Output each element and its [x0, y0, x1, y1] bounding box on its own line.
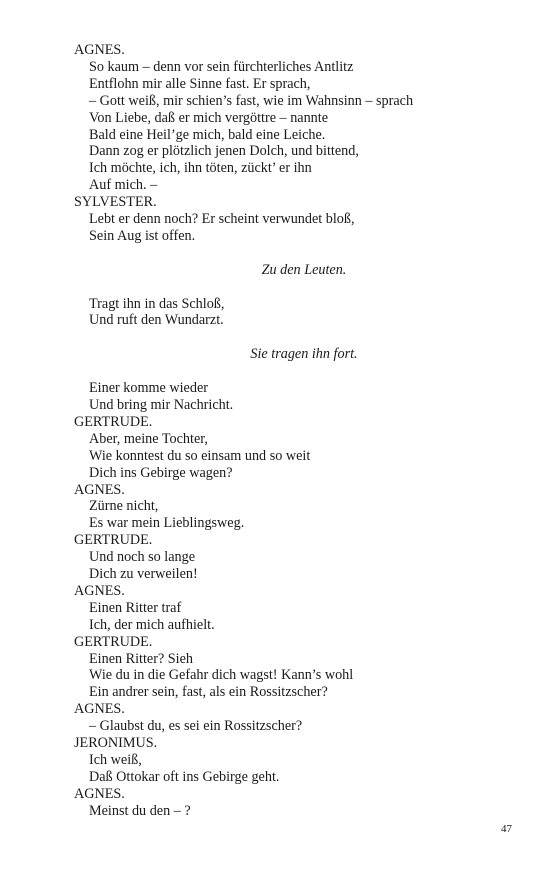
verse-line: Und ruft den Wundarzt. — [89, 312, 224, 329]
speaker-name: GERTRUDE. — [74, 532, 153, 549]
speaker-name: AGNES. — [74, 785, 125, 802]
verse-line: – Glaubst du, es sei ein Rossitzscher? — [89, 718, 303, 735]
verse-line: Einen Ritter traf — [89, 599, 182, 616]
verse-line: Dich ins Gebirge wagen? — [89, 464, 233, 481]
verse-line: So kaum – denn vor sein fürchterliches Antlitz — [89, 58, 354, 75]
verse-line: Daß Ottokar oft ins Gebirge geht. — [89, 768, 280, 785]
stage-direction: Sie tragen ihn fort. — [250, 346, 358, 363]
spacer — [74, 279, 474, 296]
verse-line: – Gott weiß, mir schien’s fast, wie im Wahnsinn – sprach — [89, 92, 414, 109]
verse-line: Ich weiß, — [89, 752, 142, 768]
verse-line: Bald eine Heil’ge mich, bald eine Leiche. — [89, 126, 326, 143]
spacer — [74, 363, 474, 380]
speaker-name: AGNES. — [74, 701, 125, 718]
speaker-name: JERONIMUS. — [74, 735, 158, 752]
verse-line: Es war mein Lieblingsweg. — [89, 515, 245, 532]
verse-line: Zürne nicht, — [89, 498, 159, 515]
verse-line: Wie konntest du so einsam und so weit — [89, 447, 311, 464]
verse-line: Und bring mir Nachricht. — [89, 396, 234, 413]
verse-line: Einen Ritter? Sieh — [89, 650, 194, 667]
spacer — [74, 329, 474, 346]
verse-line: Dich zu verweilen! — [89, 566, 198, 583]
verse-line: Ich möchte, ich, ihn töten, zückt’ er ihn — [89, 160, 312, 177]
verse-line: Von Liebe, daß er mich vergöttre – nannte — [89, 109, 329, 126]
verse-line: Dann zog er plötzlich jenen Dolch, und bittend, — [89, 143, 359, 160]
speaker-name: AGNES. — [74, 582, 125, 599]
verse-line: Ein andrer sein, fast, als ein Rossitzscher? — [89, 684, 328, 701]
verse-line: Einer komme wieder — [89, 380, 208, 397]
verse-line: Lebt er denn noch? Er scheint verwundet bloß, — [89, 211, 355, 228]
verse-line: Entflohn mir alle Sinne fast. Er sprach, — [89, 75, 311, 92]
speaker-name: SYLVESTER. — [74, 194, 157, 211]
spacer — [74, 245, 474, 262]
page-text — [74, 42, 474, 820]
verse-line: Meinst du den – ? — [89, 802, 191, 819]
verse-line: Ich, der mich aufhielt. — [89, 616, 215, 633]
speaker-name: GERTRUDE. — [74, 413, 153, 430]
verse-line: Sein Aug ist offen. — [89, 227, 196, 244]
verse-line: Wie du in die Gefahr dich wagst! Kann’s wohl — [89, 667, 354, 684]
verse-line: Tragt ihn in das Schloß, — [89, 295, 225, 312]
speaker-name: GERTRUDE. — [74, 633, 153, 650]
speaker-name: AGNES. — [74, 481, 125, 498]
verse-line: Auf mich. – — [89, 177, 158, 194]
stage-direction: Zu den Leuten. — [261, 261, 347, 278]
page-number: 47 — [501, 823, 512, 835]
verse-line: Und noch so lange — [89, 549, 195, 566]
verse-line: Aber, meine Tochter, — [89, 430, 208, 447]
speaker-name: AGNES. — [74, 42, 125, 58]
